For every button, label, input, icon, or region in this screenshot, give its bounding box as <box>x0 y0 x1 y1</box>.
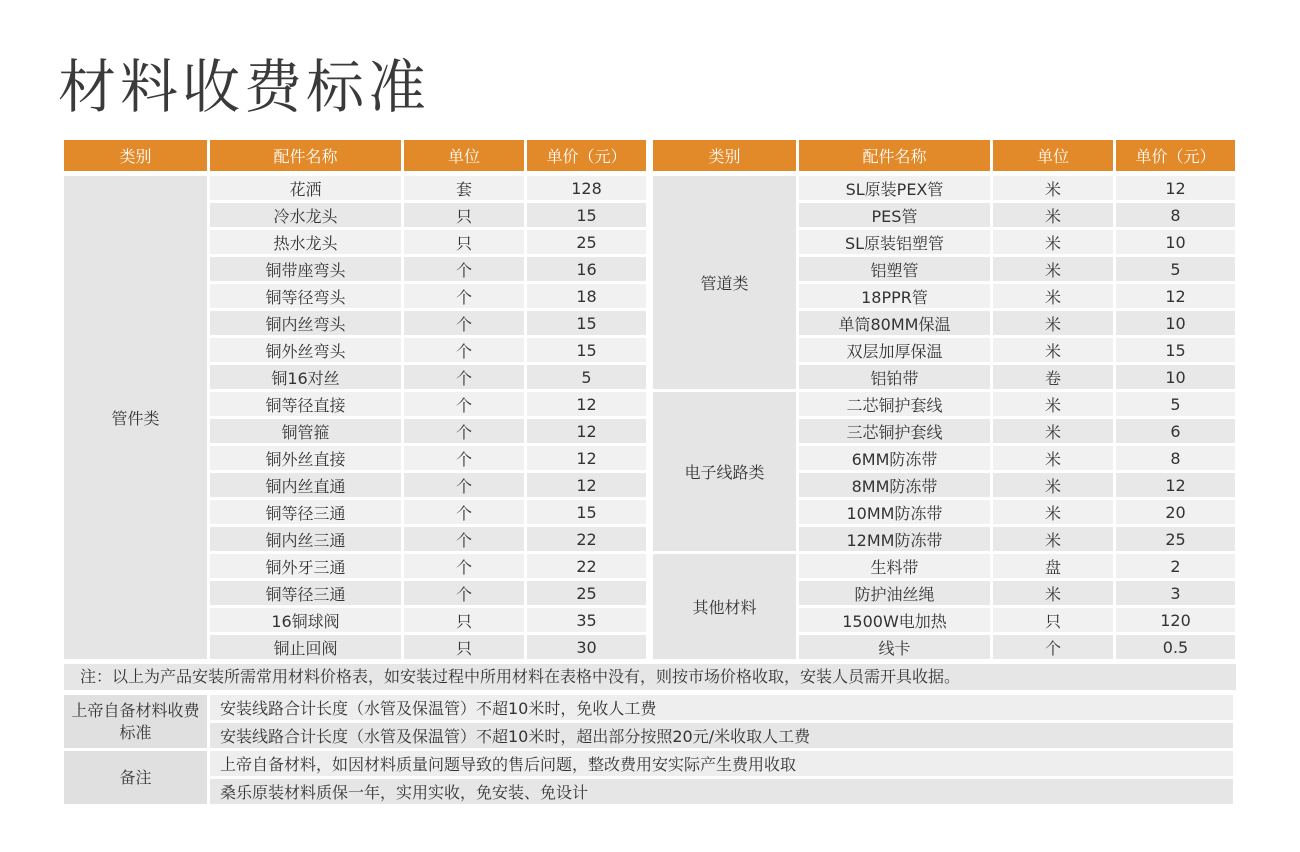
unit-cell: 个 <box>404 473 524 497</box>
part-name-cell: 铜等径三通 <box>210 500 401 524</box>
unit-cell: 个 <box>404 527 524 551</box>
table-row <box>653 392 1235 416</box>
unit-cell: 米 <box>993 230 1113 254</box>
price-cell: 15 <box>1116 338 1235 362</box>
price-cell: 22 <box>527 554 646 578</box>
price-cell: 0.5 <box>1116 635 1235 659</box>
price-cell: 30 <box>527 635 646 659</box>
self-material-row-1 <box>64 695 1233 720</box>
part-name-cell: 铜内丝直通 <box>210 473 401 497</box>
part-name-cell: 铜等径弯头 <box>210 284 401 308</box>
price-cell: 18 <box>527 284 646 308</box>
unit-cell: 个 <box>404 500 524 524</box>
part-name-cell: SL原装PEX管 <box>799 176 990 200</box>
part-name-cell: 线卡 <box>799 635 990 659</box>
header-category: 类别 <box>653 140 796 173</box>
unit-cell: 个 <box>404 338 524 362</box>
table-row <box>653 176 1235 200</box>
price-cell: 8 <box>1116 203 1235 227</box>
part-name-cell: 铜等径三通 <box>210 581 401 605</box>
unit-cell: 米 <box>993 419 1113 443</box>
part-name-cell: 花洒 <box>210 176 401 200</box>
header-price: 单价（元） <box>1116 140 1235 173</box>
part-name-cell: 铜内丝弯头 <box>210 311 401 335</box>
header-part-name: 配件名称 <box>210 140 401 173</box>
left-price-table <box>61 137 649 662</box>
part-name-cell: 生料带 <box>799 554 990 578</box>
part-name-cell: 铜等径直接 <box>210 392 401 416</box>
self-material-line-1: 安装线路合计长度（水管及保温管）不超10米时，免收人工费 <box>210 695 1233 720</box>
unit-cell: 米 <box>993 311 1113 335</box>
price-cell: 128 <box>527 176 646 200</box>
price-cell: 5 <box>527 365 646 389</box>
category-cell: 管道类 <box>653 176 796 389</box>
price-cell: 16 <box>527 257 646 281</box>
part-name-cell: 铜外牙三通 <box>210 554 401 578</box>
category-cell: 电子线路类 <box>653 392 796 551</box>
unit-cell: 个 <box>404 581 524 605</box>
part-name-cell: 单筒80MM保温 <box>799 311 990 335</box>
unit-cell: 个 <box>404 284 524 308</box>
table-row <box>64 176 646 200</box>
unit-cell: 只 <box>993 608 1113 632</box>
part-name-cell: 二芯铜护套线 <box>799 392 990 416</box>
unit-cell: 个 <box>993 635 1113 659</box>
part-name-cell: 铜外丝弯头 <box>210 338 401 362</box>
price-cell: 12 <box>1116 176 1235 200</box>
part-name-cell: 铜内丝三通 <box>210 527 401 551</box>
price-cell: 3 <box>1116 581 1235 605</box>
unit-cell: 个 <box>404 554 524 578</box>
header-unit: 单位 <box>404 140 524 173</box>
part-name-cell: 8MM防冻带 <box>799 473 990 497</box>
unit-cell: 米 <box>993 581 1113 605</box>
unit-cell: 个 <box>404 446 524 470</box>
unit-cell: 个 <box>404 257 524 281</box>
part-name-cell: 铜带座弯头 <box>210 257 401 281</box>
price-cell: 25 <box>1116 527 1235 551</box>
part-name-cell: 三芯铜护套线 <box>799 419 990 443</box>
part-name-cell: 防护油丝绳 <box>799 581 990 605</box>
unit-cell: 只 <box>404 203 524 227</box>
self-material-row-2 <box>64 723 1233 748</box>
price-cell: 5 <box>1116 257 1235 281</box>
part-name-cell: 16铜球阀 <box>210 608 401 632</box>
unit-cell: 套 <box>404 176 524 200</box>
part-name-cell: 双层加厚保温 <box>799 338 990 362</box>
price-cell: 15 <box>527 203 646 227</box>
price-cell: 5 <box>1116 392 1235 416</box>
remarks-table <box>61 748 1236 807</box>
part-name-cell: SL原装铝塑管 <box>799 230 990 254</box>
part-name-cell: 18PPR管 <box>799 284 990 308</box>
unit-cell: 米 <box>993 257 1113 281</box>
unit-cell: 米 <box>993 527 1113 551</box>
price-cell: 20 <box>1116 500 1235 524</box>
table-header-row <box>653 140 1235 173</box>
remarks-line-2: 桑乐原装材料质保一年，实用实收，免安装、免设计 <box>210 779 1233 804</box>
price-cell: 8 <box>1116 446 1235 470</box>
price-cell: 12 <box>527 446 646 470</box>
part-name-cell: 冷水龙头 <box>210 203 401 227</box>
remarks-row-2 <box>64 779 1233 804</box>
part-name-cell: 12MM防冻带 <box>799 527 990 551</box>
price-cell: 12 <box>527 392 646 416</box>
unit-cell: 米 <box>993 446 1113 470</box>
price-cell: 12 <box>527 419 646 443</box>
price-cell: 2 <box>1116 554 1235 578</box>
right-price-table <box>650 137 1238 662</box>
price-cell: 25 <box>527 230 646 254</box>
price-cell: 10 <box>1116 230 1235 254</box>
part-name-cell: 铜16对丝 <box>210 365 401 389</box>
unit-cell: 个 <box>404 419 524 443</box>
part-name-cell: 热水龙头 <box>210 230 401 254</box>
header-unit: 单位 <box>993 140 1113 173</box>
header-part-name: 配件名称 <box>799 140 990 173</box>
unit-cell: 只 <box>404 230 524 254</box>
price-cell: 6 <box>1116 419 1235 443</box>
unit-cell: 米 <box>993 284 1113 308</box>
price-cell: 10 <box>1116 311 1235 335</box>
unit-cell: 只 <box>404 635 524 659</box>
category-cell: 管件类 <box>64 176 207 659</box>
table-row <box>653 554 1235 578</box>
unit-cell: 盘 <box>993 554 1113 578</box>
header-category: 类别 <box>64 140 207 173</box>
part-name-cell: 铝塑管 <box>799 257 990 281</box>
price-cell: 15 <box>527 311 646 335</box>
price-cell: 25 <box>527 581 646 605</box>
part-name-cell: 铝铂带 <box>799 365 990 389</box>
unit-cell: 米 <box>993 500 1113 524</box>
price-cell: 12 <box>1116 473 1235 497</box>
unit-cell: 米 <box>993 203 1113 227</box>
category-cell: 其他材料 <box>653 554 796 659</box>
remarks-row-1 <box>64 751 1233 776</box>
unit-cell: 个 <box>404 392 524 416</box>
price-cell: 10 <box>1116 365 1235 389</box>
unit-cell: 米 <box>993 392 1113 416</box>
price-cell: 15 <box>527 500 646 524</box>
unit-cell: 个 <box>404 311 524 335</box>
price-cell: 12 <box>527 473 646 497</box>
self-material-line-2: 安装线路合计长度（水管及保温管）不超10米时，超出部分按照20元/米收取人工费 <box>210 723 1233 748</box>
part-name-cell: 10MM防冻带 <box>799 500 990 524</box>
page-title: 材料收费标准 <box>58 53 431 121</box>
price-cell: 15 <box>527 338 646 362</box>
price-cell: 35 <box>527 608 646 632</box>
unit-cell: 卷 <box>993 365 1113 389</box>
part-name-cell: 铜管箍 <box>210 419 401 443</box>
table-header-row <box>64 140 646 173</box>
price-cell: 120 <box>1116 608 1235 632</box>
price-cell: 22 <box>527 527 646 551</box>
part-name-cell: 铜止回阀 <box>210 635 401 659</box>
unit-cell: 个 <box>404 365 524 389</box>
remarks-label: 备注 <box>64 751 207 804</box>
header-price: 单价（元） <box>527 140 646 173</box>
note-text: 注：以上为产品安装所需常用材料价格表，如安装过程中所用材料在表格中没有，则按市场价格收取，安装人员需开具收据。 <box>64 664 1236 690</box>
unit-cell: 米 <box>993 176 1113 200</box>
unit-cell: 米 <box>993 338 1113 362</box>
part-name-cell: 1500W电加热 <box>799 608 990 632</box>
unit-cell: 只 <box>404 608 524 632</box>
unit-cell: 米 <box>993 473 1113 497</box>
remarks-line-1: 上帝自备材料，如因材料质量问题导致的售后问题，整改费用安实际产生费用收取 <box>210 751 1233 776</box>
part-name-cell: PES管 <box>799 203 990 227</box>
self-material-table <box>61 692 1236 751</box>
part-name-cell: 铜外丝直接 <box>210 446 401 470</box>
price-cell: 12 <box>1116 284 1235 308</box>
self-material-label: 上帝自备材料收费标准 <box>64 695 207 748</box>
part-name-cell: 6MM防冻带 <box>799 446 990 470</box>
